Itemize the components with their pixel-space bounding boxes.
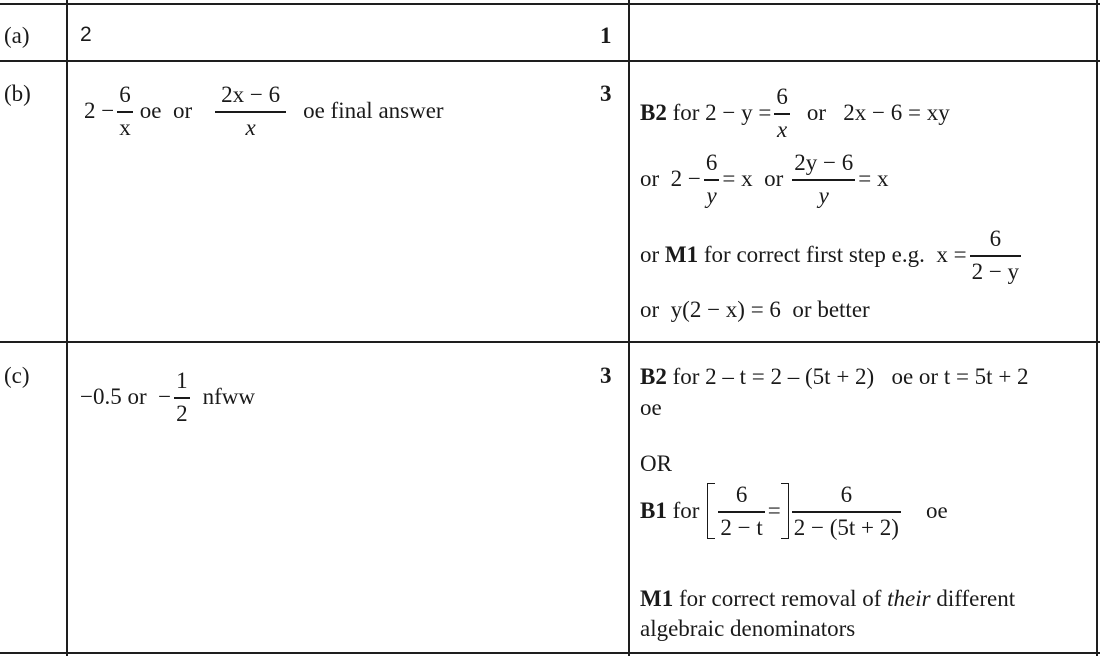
fraction <box>174 368 190 427</box>
part-label: (c) <box>4 363 30 388</box>
marks-value: 3 <box>600 81 612 106</box>
fraction-numerator: 2y − 6 <box>794 150 854 175</box>
guidance-line <box>640 482 948 541</box>
or-heading: OR <box>640 451 672 476</box>
fraction-denominator: 2 − t <box>720 514 763 540</box>
equals-sign: = <box>767 498 781 524</box>
part-label: (a) <box>4 23 30 48</box>
fraction-bar <box>792 179 855 181</box>
fraction-bar <box>792 511 901 513</box>
guidance-text: for <box>666 498 700 524</box>
guidance-text: for 2 − y = <box>666 100 772 126</box>
table-border-top <box>0 3 1100 5</box>
fraction-numerator: 6 <box>735 482 748 507</box>
fraction-bar <box>174 397 190 399</box>
mark-code: M1 <box>640 586 674 611</box>
answer-oe-or: oe or <box>139 98 193 124</box>
mark-code: B2 <box>640 100 667 126</box>
fraction <box>774 84 790 143</box>
fraction-numerator: 2x − 6 <box>221 82 281 107</box>
row-divider-a-b <box>0 60 1100 62</box>
guidance-line <box>640 150 889 209</box>
fraction-bar <box>215 111 286 113</box>
fraction-denominator: 2 <box>176 400 188 426</box>
guidance-line <box>640 84 950 143</box>
fraction-denominator: y <box>818 182 829 208</box>
bracket-right <box>781 483 789 539</box>
answer-text: 2 <box>80 23 92 46</box>
mark-code: B1 <box>640 498 667 524</box>
answer-expression <box>84 82 444 141</box>
answer-expression <box>80 368 255 427</box>
answer-lead: 2 − <box>84 98 115 124</box>
marks-value: 1 <box>600 23 612 48</box>
mark-code: B2 <box>640 364 667 389</box>
guidance-text: or 2 − <box>640 166 701 192</box>
table-border-bottom <box>0 652 1100 654</box>
guidance-text: oe <box>925 498 948 524</box>
guidance-line <box>640 586 1015 612</box>
fraction-denominator: y <box>706 182 717 208</box>
bracket-left <box>707 483 715 539</box>
fraction <box>117 82 133 141</box>
answer-tail: oe final answer <box>303 98 444 124</box>
fraction-bar <box>774 113 790 115</box>
fraction <box>718 482 764 541</box>
guidance-text: = x <box>858 166 889 192</box>
guidance-text: different <box>930 586 1016 611</box>
marks-value: 3 <box>600 363 612 388</box>
guidance-text: oe <box>640 395 662 420</box>
guidance-emphasis: their <box>887 586 931 611</box>
fraction-numerator: 1 <box>176 368 188 393</box>
fraction-bar <box>704 179 720 181</box>
fraction-bar <box>718 511 764 513</box>
fraction <box>792 482 901 541</box>
guidance-text: or y(2 − x) = 6 or better <box>640 297 870 322</box>
fraction-bar <box>970 255 1021 257</box>
answer-tail: nfww <box>202 384 255 410</box>
fraction-numerator: 6 <box>119 82 131 107</box>
fraction-denominator: x <box>245 114 256 140</box>
guidance-text: algebraic denominators <box>640 616 856 641</box>
part-label: (b) <box>4 81 31 106</box>
column-divider-1 <box>66 0 68 656</box>
table-border-right <box>1096 0 1098 656</box>
guidance-text: = x or <box>722 166 784 192</box>
fraction-numerator: 6 <box>776 84 788 109</box>
fraction-numerator: 6 <box>705 150 718 175</box>
fraction <box>970 226 1021 285</box>
mark-code: M1 <box>664 242 699 268</box>
fraction-numerator: 6 <box>840 482 853 507</box>
guidance-line <box>640 364 1029 390</box>
guidance-text: or <box>640 242 665 268</box>
fraction-denominator: 2 − (5t + 2) <box>793 514 899 540</box>
fraction-denominator: 2 − y <box>971 258 1020 284</box>
fraction-denominator: x <box>119 114 131 140</box>
fraction-bar <box>117 111 133 113</box>
guidance-text: or 2x − 6 = xy <box>806 100 950 126</box>
guidance-line <box>640 226 1024 285</box>
row-divider-b-c <box>0 341 1100 343</box>
fraction <box>215 82 286 141</box>
column-divider-2 <box>628 0 630 656</box>
guidance-text: for 2 – t = 2 – (5t + 2) oe or t = 5t + 2 <box>666 364 1029 389</box>
fraction <box>792 150 855 209</box>
fraction <box>704 150 720 209</box>
guidance-text: for correct first step e.g. x = <box>698 242 967 268</box>
answer-lead: −0.5 or − <box>80 384 172 410</box>
guidance-text: for correct removal of <box>673 586 888 611</box>
fraction-denominator: x <box>777 116 788 142</box>
fraction-numerator: 6 <box>989 226 1002 251</box>
